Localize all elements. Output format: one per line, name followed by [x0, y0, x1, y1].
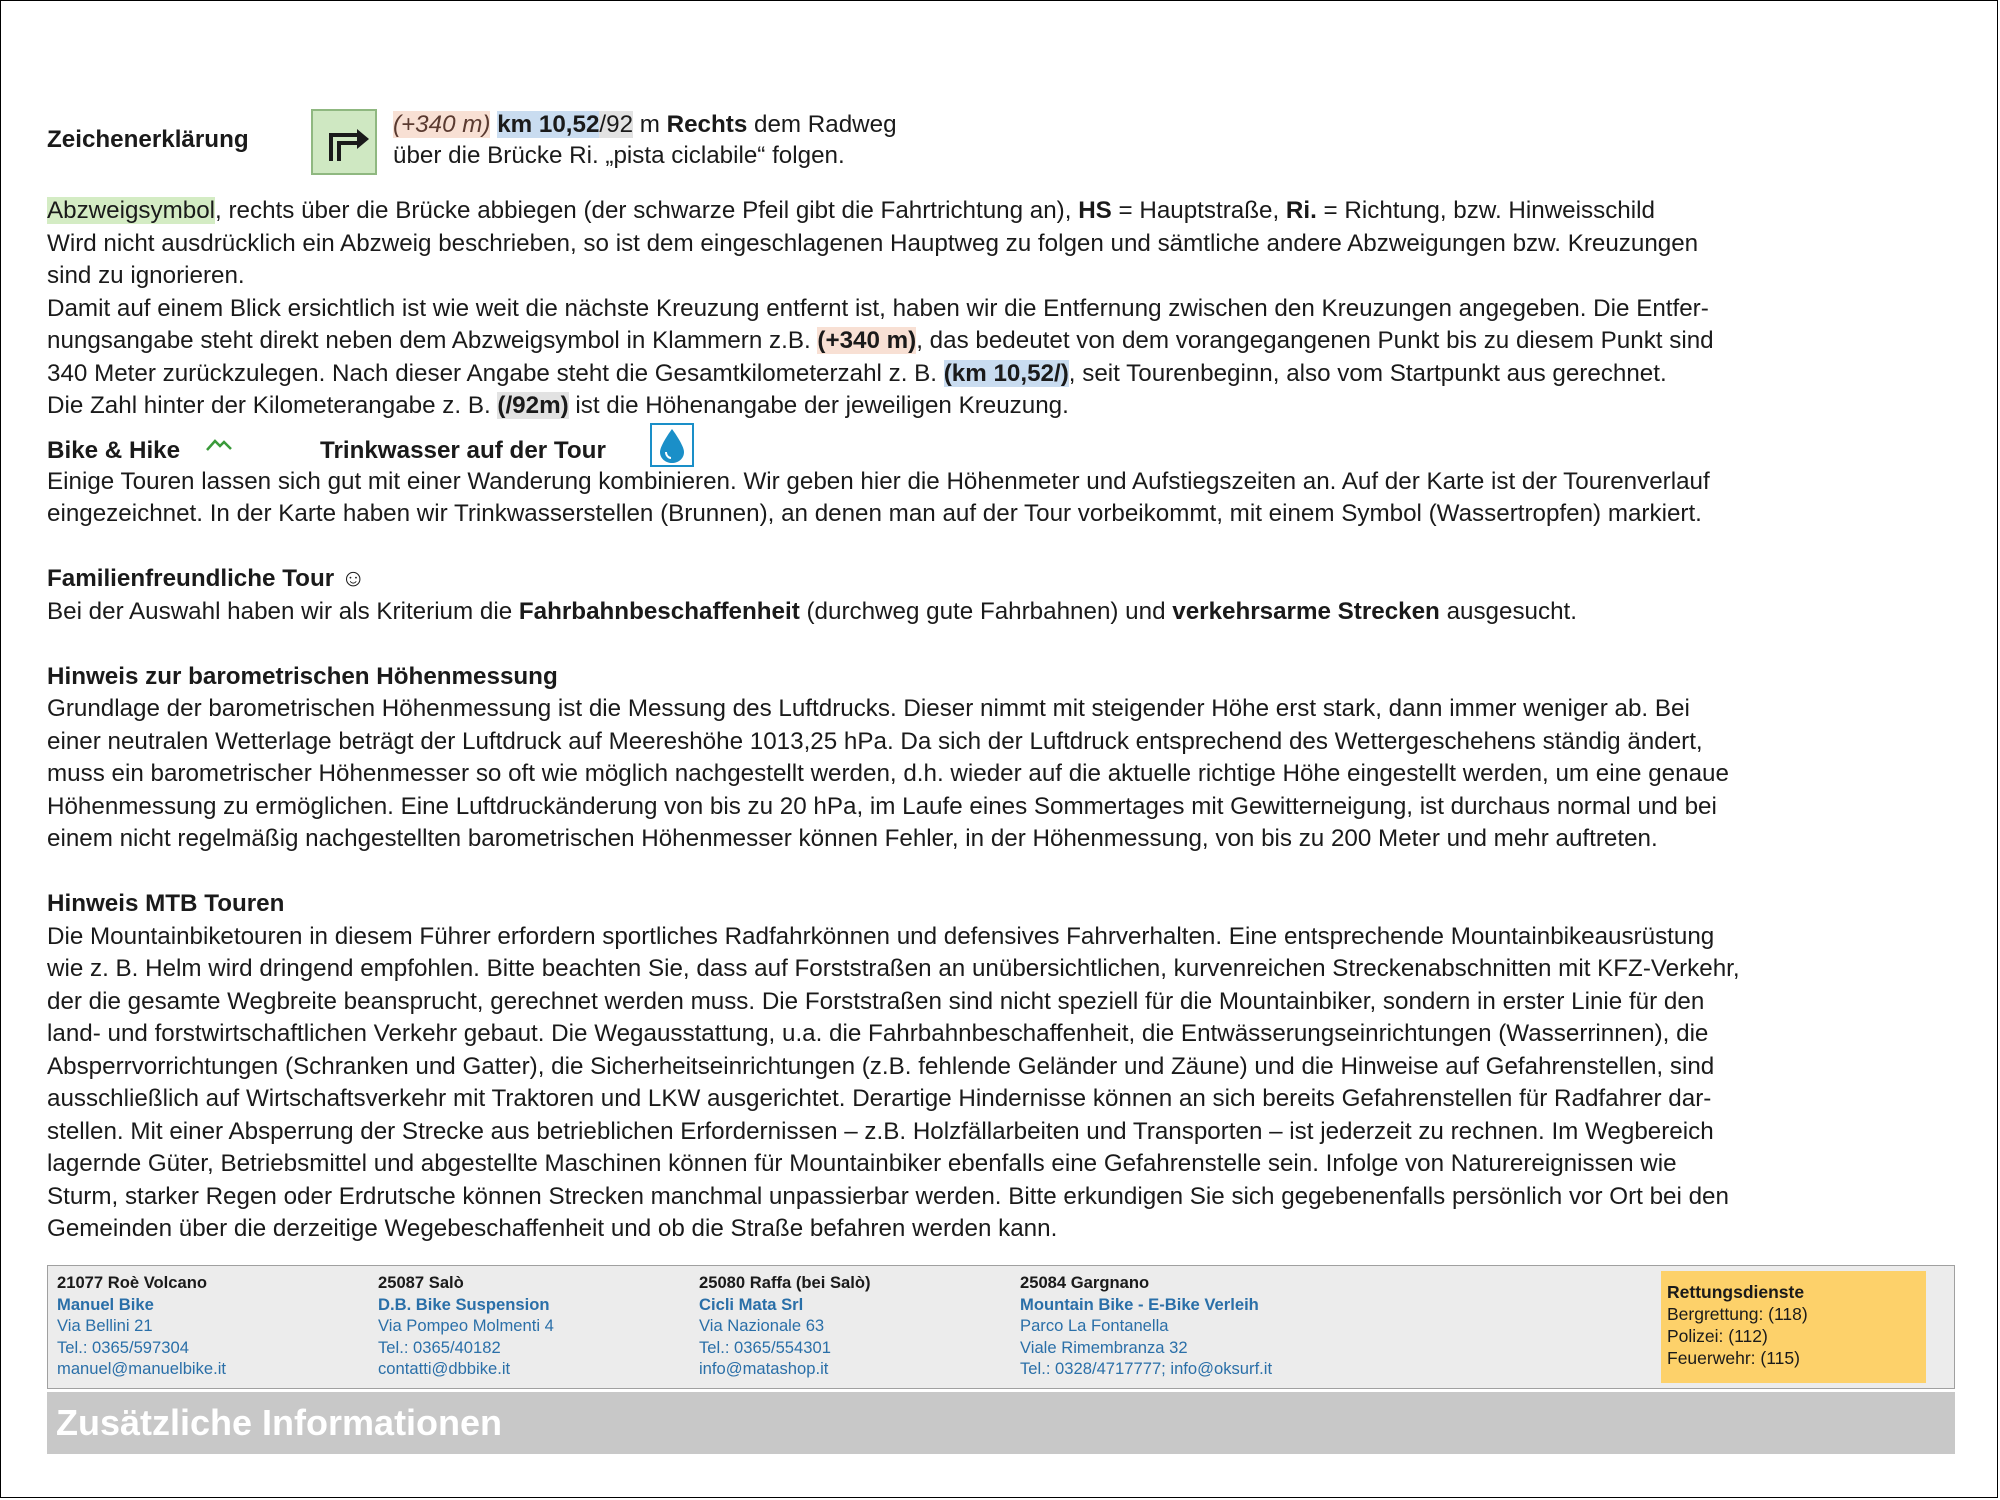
explain-text: nungsangabe steht direkt neben dem Abzweigsymbol in Klammern z.B. [47, 327, 818, 354]
branch-label: Abzweigsymbol [47, 197, 216, 224]
legend-sample [393, 109, 897, 171]
distance-example: (+340 m) [817, 327, 917, 354]
explain-line: Damit auf einem Blick ersichtlich ist wie weit die nächste Kreuzung entfernt ist, haben wir die Entfernung zwischen den Kreuzungen angegeben. Die Entfer- [47, 294, 1709, 322]
contact-email[interactable]: Tel.: 0328/4717777; info@oksurf.it [1020, 1359, 1273, 1378]
mtb-title: Hinweis MTB Touren [47, 890, 285, 917]
contact-city: 25087 Salò [378, 1273, 464, 1292]
explain-text: 340 Meter zurückzulegen. Nach dieser Angabe steht die Gesamtkilometerzahl z. B. [47, 359, 944, 387]
family-text [47, 596, 1962, 629]
hike-icon [205, 437, 233, 453]
legend-row [47, 109, 1962, 195]
contact-street: Via Pompeo Molmenti 4 [378, 1316, 554, 1335]
bike-line: Einige Touren lassen sich gut mit einer Wanderung kombinieren. Wir geben hier die Höhenmeter und Aufstiegszeiten an. Auf der Karte ist der Tourenverlauf [47, 467, 1710, 495]
baro-line: einer neutralen Wetterlage beträgt der Luftdruck auf Meereshöhe 1013,25 hPa. Da sich der Luftdruck entsprechend des Wettergeschehens ständig ändert, [47, 727, 1703, 755]
ri-text: = Richtung, bzw. Hinweisschild [1316, 197, 1655, 224]
explain-text: Die Zahl hinter der Kilometerangabe z. B. [47, 392, 498, 419]
altitude-example: (/92m) [497, 392, 569, 419]
explain-line: sind zu ignorieren. [47, 262, 245, 289]
baro-line: einem nicht regelmäßig nachgestellten barometrischen Höhenmesser können Fehler, in der Höhenmessung, von bis zu 200 Meter und mehr auftreten. [47, 825, 1658, 852]
mtb-line: Sturm, starker Regen oder Erdrutsche können Strecken manchmal unpassierbar werden. Bitte erkundigen Sie sich gegebenenfalls persönlich vor Ort bei den [47, 1182, 1729, 1210]
contact-city: 25080 Raffa (bei Salò) [699, 1273, 871, 1292]
ri-abbr: Ri. [1285, 197, 1317, 224]
baro-text [47, 693, 1962, 856]
rescue-item: Polizei: (112) [1667, 1326, 1768, 1346]
sample-rest: dem Radweg [747, 111, 897, 138]
mtb-line: der die gesamte Wegbreite beansprucht, gerechnet werden muss. Die Forststraßen sind nicht speziell für die Mountainbiker, sondern in erster Linie für den [47, 987, 1705, 1015]
mtb-line: ausschließlich auf Wirtschaftsverkehr mit Traktoren und LKW ausgerichtet. Derartige Hindernisse können an sich bereits Gefahrenstellen für Radfahrer dar- [47, 1085, 1712, 1112]
explain-text: ist die Höhenangabe der jeweiligen Kreuzung. [568, 392, 1069, 419]
explain-line [47, 325, 1962, 358]
sample-distance: (+340 m) [393, 111, 491, 138]
contact-name: Manuel Bike [57, 1294, 154, 1314]
sample-km: km 10,52 [497, 111, 600, 138]
explain-line [47, 358, 1962, 391]
mtb-line: Die Mountainbiketouren in diesem Führer erfordern sportliches Radfahrkönnen und defensives Fahrverhalten. Eine entsprechende Mountainbikeausrüstung [47, 922, 1715, 950]
contact-name: Cicli Mata Srl [699, 1294, 804, 1314]
hs-abbr: HS [1078, 197, 1112, 224]
contact-tel: Viale Rimembranza 32 [1020, 1337, 1188, 1357]
water-drop-icon [650, 423, 694, 467]
mtb-line: lagernde Güter, Betriebsmittel und abgestellte Maschinen können für Mountainbiker ebenfalls eine Gefahrenstelle sein. Infolge von Naturereignissen wie [47, 1150, 1677, 1177]
contact-street: Parco La Fontanella [1020, 1316, 1169, 1335]
sample-dir: Rechts [666, 111, 748, 138]
contact-email[interactable]: manuel@manuelbike.it [57, 1359, 227, 1378]
section-title-bar [47, 1392, 1955, 1454]
contact-email[interactable]: info@matashop.it [699, 1359, 829, 1378]
baro-line: muss ein barometrischer Höhenmesser so oft wie möglich nachgestellt werden, d.h. wieder auf die aktuelle richtige Höhe eingestellt werden, um eine genaue [47, 760, 1729, 787]
contact-tel: Tel.: 0365/597304 [57, 1337, 189, 1357]
bike-hike-row [47, 423, 1962, 466]
family-text-b: (durchweg gute Fahrbahnen) und [799, 597, 1173, 625]
family-title: Familienfreundliche Tour ☺ [47, 565, 366, 592]
family-text-c: ausgesucht. [1439, 597, 1577, 625]
contacts-box [47, 1265, 1955, 1389]
contact-name: D.B. Bike Suspension [378, 1294, 550, 1314]
baro-title: Hinweis zur barometrischen Höhenmessung [47, 662, 558, 690]
contact-city: 25084 Gargnano [1020, 1273, 1150, 1292]
sample-line2: über die Brücke Ri. „pista ciclabile“ folgen. [393, 142, 845, 169]
branch-text: , rechts über die Brücke abbiegen (der schwarze Pfeil gibt die Fahrtrichtung an), [215, 197, 1079, 224]
contact-card [1020, 1272, 1272, 1380]
family-bold2: verkehrsarme Strecken [1172, 597, 1440, 625]
explain-text: , das bedeutet von dem vorangegangenen Punkt bis zu diesem Punkt sind [916, 327, 1714, 354]
explain-line [47, 390, 1962, 423]
mtb-line: wie z. B. Helm wird dringend empfohlen. Bitte beachten Sie, dass auf Forststraßen an unübersichtlichen, kurvenreichen Streckenabschnitten mit KFZ-Verkehr, [47, 955, 1740, 982]
mtb-line: stellen. Mit einer Absperrung der Strecke aus betrieblichen Erfordernissen – z.B. Holzfällarbeiten und Transporten – ist jederzeit zu rechnen. Im Wegbereich [47, 1117, 1714, 1145]
mtb-line: land- und forstwirtschaftlichen Verkehr gebaut. Die Wegausstattung, u.a. die Fahrbahnbeschaffenheit, die Entwässerungseinrichtungen (Wasserrinnen), die [47, 1020, 1709, 1047]
water-title: Trinkwasser auf der Tour [320, 436, 606, 464]
family-bold1: Fahrbahnbeschaffenheit [518, 597, 800, 625]
sample-alt: /92 [599, 111, 634, 138]
rescue-item: Feuerwehr: (115) [1667, 1348, 1800, 1368]
km-example: (km 10,52/) [943, 359, 1069, 387]
content [47, 109, 1962, 1246]
baro-line: Höhenmessung zu ermöglichen. Eine Luftdruckänderung von bis zu 20 hPa, im Laufe eines Sommertages mit Gewitterneigung, ist durchaus normal und bei [47, 792, 1717, 820]
rescue-box [1661, 1271, 1926, 1383]
bike-line: eingezeichnet. In der Karte haben wir Trinkwasserstellen (Brunnen), an denen man auf der Tour vorbeikommt, mit einem Symbol (Wassertropfen) markiert. [47, 500, 1702, 527]
contact-city: 21077 Roè Volcano [57, 1273, 208, 1292]
contact-tel: Tel.: 0365/40182 [378, 1337, 501, 1357]
rescue-item: Bergrettung: (118) [1667, 1304, 1808, 1324]
contact-street: Via Nazionale 63 [699, 1316, 825, 1335]
branch-right-icon [311, 109, 377, 175]
contact-email[interactable]: contatti@dbbike.it [378, 1359, 511, 1378]
contact-tel: Tel.: 0365/554301 [699, 1337, 831, 1357]
branch-explanation [47, 195, 1962, 228]
explain-text: , seit Tourenbeginn, also vom Startpunkt aus gerechnet. [1068, 359, 1667, 387]
contact-card [699, 1272, 871, 1380]
bike-hike-title: Bike & Hike [47, 436, 181, 464]
contact-card [378, 1272, 554, 1380]
rescue-title: Rettungsdienste [1667, 1282, 1805, 1302]
contact-card [57, 1272, 226, 1380]
baro-line: Grundlage der barometrischen Höhenmessung ist die Messung des Luftdrucks. Dieser nimmt mit steigender Höhe erst stark, dann immer weniger ab. Bei [47, 695, 1690, 722]
legend-title: Zeichenerklärung [47, 126, 249, 153]
contact-street: Via Bellini 21 [57, 1316, 153, 1335]
section-title: Zusätzliche Informationen [56, 1402, 503, 1443]
hs-text: = Hauptstraße, [1111, 197, 1286, 224]
family-text-a: Bei der Auswahl haben wir als Kriterium die [47, 597, 519, 625]
mtb-line: Absperrvorrichtungen (Schranken und Gatter), die Sicherheitseinrichtungen (z.B. fehlende Geländer und Zäune) und die Hinweise auf Gefahrenstellen, sind [47, 1052, 1715, 1080]
sample-unit: m [633, 111, 667, 138]
explain-line: Wird nicht ausdrücklich ein Abzweig beschrieben, so ist dem eingeschlagenen Hauptweg zu folgen und sämtliche andere Abzweigungen bzw. Kreuzungen [47, 229, 1699, 257]
contact-name: Mountain Bike - E-Bike Verleih [1020, 1294, 1259, 1314]
mtb-line: Gemeinden über die derzeitige Wegebeschaffenheit und ob die Straße befahren werden kann. [47, 1215, 1058, 1242]
